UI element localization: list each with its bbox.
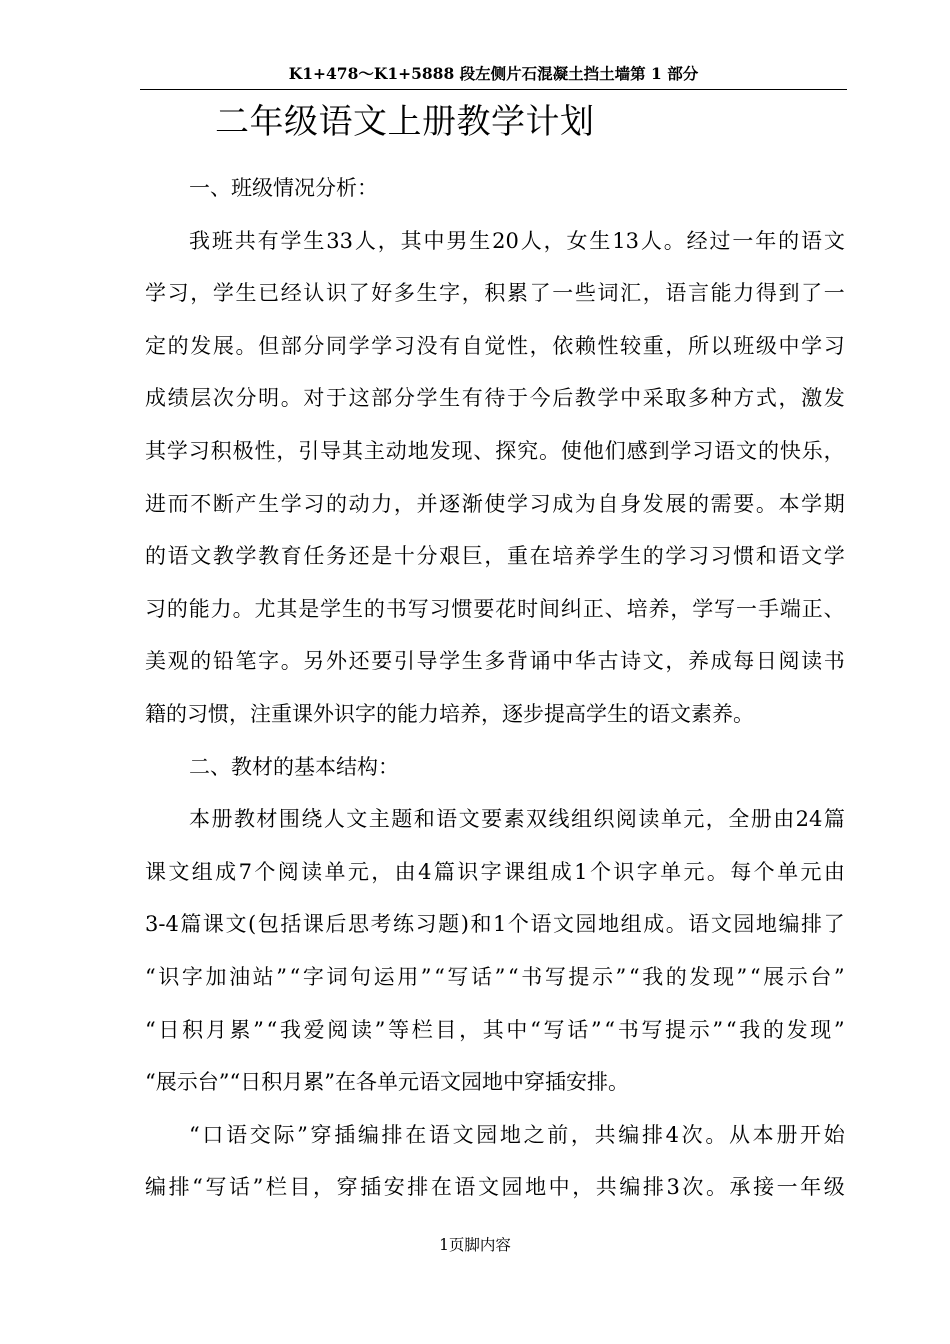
page-header: K1+478～K1+5888 段左侧片石混凝土挡土墙第 1 部分 (288, 64, 699, 83)
body-line: 一、班级情况分析： (189, 176, 378, 200)
body-line: 课 文 组 成 7 个 阅 读 单 元 ， 由 4 篇 识 字 课 组 成 1 个 识 字 单 元 。 每 个 单 元 由 (145, 859, 845, 884)
body-line: 本 册 教 材 围 绕 人 文 主 题 和 语 文 要 素 双 线 组 织 阅 读 单 元 ， 全 册 由 24 篇 (189, 807, 845, 832)
body-line: 习 的 能 力 。 尤 其 是 学 生 的 书 写 习 惯 要 花 时 间 纠 正 、 培 养 ， 学 写 一 手 端 正 、 (145, 596, 845, 621)
header-divider (140, 89, 847, 90)
document-title: 二年级语文上册教学计划 (215, 102, 595, 142)
body-line: 美 观 的 铅 笔 字 。 另 外 还 要 引 导 学 生 多 背 诵 中 华 古 诗 文 ， 养 成 每 日 阅 读 书 (145, 649, 845, 674)
body-line: 定 的 发 展 。 但 部 分 同 学 学 习 没 有 自 觉 性 ， 依 赖 性 较 重 ， 所 以 班 级 中 学 习 (145, 333, 845, 358)
body-line: 3-4 篇 课 文 ( 包 括 课 后 思 考 练 习 题 ) 和 1 个 语 文 园 地 组 成 。 语 文 园 地 编 排 了 (145, 912, 845, 937)
body-line: 二、教材的基本结构： (189, 754, 399, 779)
body-line: 学 习 ， 学 生 已 经 认 识 了 好 多 生 字 ， 积 累 了 一 些 词 汇 ， 语 言 能 力 得 到 了 一 (145, 281, 845, 306)
body-line: 成 绩 层 次 分 明 。 对 于 这 部 分 学 生 有 待 于 今 后 教 学 中 采 取 多 种 方 式 ， 激 发 (145, 386, 845, 411)
body-line: 其 学 习 积 极 性 ， 引 导 其 主 动 地 发 现 、 探 究 。 使 他 们 感 到 学 习 语 文 的 快 乐 ， (145, 438, 845, 463)
body-line: 的 语 文 教 学 教 育 任 务 还 是 十 分 艰 巨 ， 重 在 培 养 学 生 的 学 习 习 惯 和 语 文 学 (145, 544, 845, 569)
body-line: 进 而 不 断 产 生 学 习 的 动 力 ， 并 逐 渐 使 学 习 成 为 自 身 发 展 的 需 要 。 本 学 期 (145, 491, 845, 516)
body-line: “ 口 语 交 际 ” 穿 插 编 排 在 语 文 园 地 之 前 ， 共 编 排 4 次 。 从 本 册 开 始 (189, 1122, 845, 1147)
body-line: 我 班 共 有 学 生 33 人 ， 其 中 男 生 20 人 ， 女 生 13 人 。 经 过 一 年 的 语 文 (189, 228, 845, 253)
body-line: 编 排 “ 写 话 ” 栏 目 ， 穿 插 安 排 在 语 文 园 地 中 ， 共 编 排 3 次 。 承 接 一 年 级 (145, 1175, 845, 1200)
body-line: “ 日 积 月 累 ” “ 我 爱 阅 读 ” 等 栏 目 ， 其 中 “ 写 话 ” “ 书 写 提 示 ” “ 我 的 发 现 ” (145, 1017, 845, 1042)
document-body (145, 162, 845, 1214)
body-line: “展示台”“日积月累”在各单元语文园地中穿插安排。 (145, 1070, 629, 1095)
page-footer: 1页脚内容 (439, 1236, 511, 1254)
body-line: 籍的习惯，注重课外识字的能力培养，逐步提高学生的语文素养。 (145, 701, 754, 726)
body-line: “ 识 字 加 油 站 ” “ 字 词 句 运 用 ” “ 写 话 ” “ 书 写 提 示 ” “ 我 的 发 现 ” “ 展 示 台 ” (145, 964, 845, 989)
